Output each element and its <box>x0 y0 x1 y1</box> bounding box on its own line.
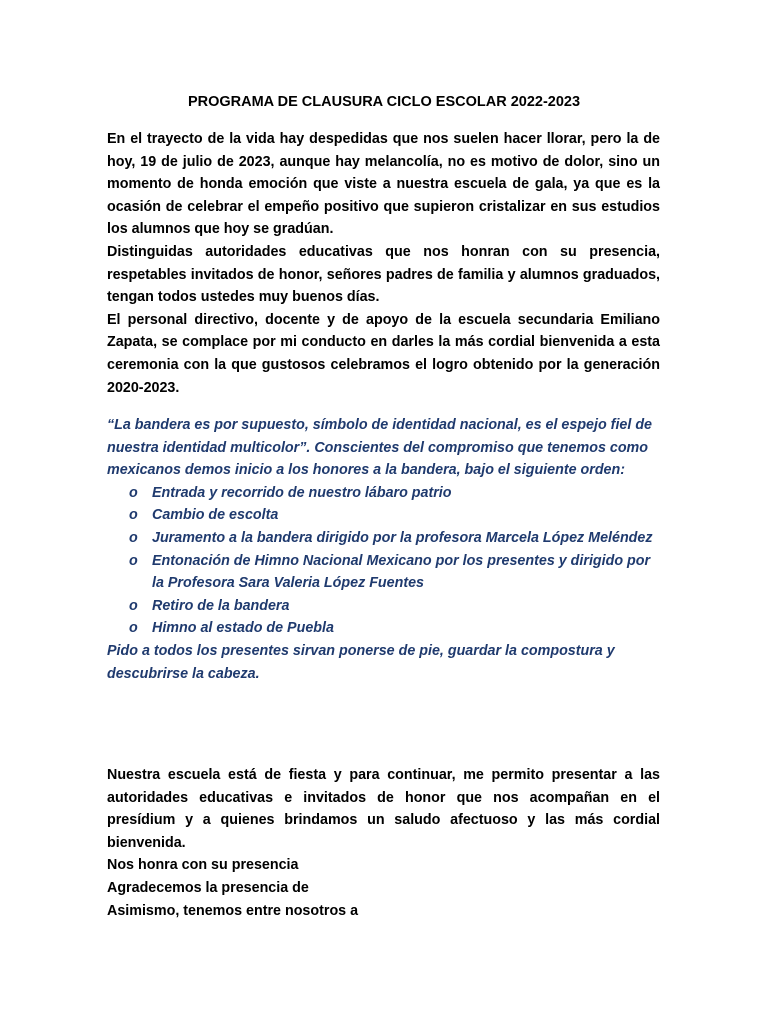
bullet-icon: o <box>129 484 138 501</box>
list-item <box>107 550 660 595</box>
honors-order-list <box>107 482 660 640</box>
list-item-text: Entrada y recorrido de nuestro lábaro patrio <box>152 484 452 501</box>
honors-section <box>107 414 660 685</box>
closing-line: Agradecemos la presencia de <box>107 879 309 896</box>
intro-paragraph: El personal directivo, docente y de apoyo de la escuela secundaria Emiliano Zapata, se complace por mi conducto en darles la más cordial bienvenida a esta ceremonia con la que gustosos celebramos el logro obtenido por la generación 2020-2023. <box>107 311 660 396</box>
list-item <box>107 504 660 527</box>
closing-line: Nos honra con su presencia <box>107 857 299 874</box>
list-item-text: Himno al estado de Puebla <box>152 620 334 637</box>
bullet-icon: o <box>129 552 138 569</box>
closing-section <box>107 764 660 922</box>
list-item-text: Entonación de Himno Nacional Mexicano por los presentes y dirigido por la Profesora Sara Valeria López Fuentes <box>152 552 651 592</box>
intro-section <box>107 128 660 399</box>
list-item <box>107 617 660 640</box>
bullet-icon: o <box>129 507 138 524</box>
list-item <box>107 482 660 505</box>
closing-paragraph: Nuestra escuela está de fiesta y para continuar, me permito presentar a las autoridades educativas e invitados de honor que nos acompañan en el presídium y a quienes brindamos un saludo afectuoso y las más cordial bienvenida. <box>107 767 660 851</box>
bullet-icon: o <box>129 597 138 614</box>
list-item <box>107 527 660 550</box>
closing-line: Asimismo, tenemos entre nosotros a <box>107 902 359 919</box>
intro-paragraph: En el trayecto de la vida hay despedidas que nos suelen hacer llorar, pero la de hoy, 19 de julio de 2023, aunque hay melancolía, no es motivo de dolor, sino un momento de honda emoción que viste a nuestra escuela de gala, ya que es la ocasión de celebrar el empeño positivo que supieron cristalizar en sus estudios los alumnos que hoy se gradúan. <box>107 131 660 238</box>
list-item-text: Cambio de escolta <box>152 507 279 524</box>
list-item-text: Juramento a la bandera dirigido por la profesora Marcela López Meléndez <box>152 529 653 546</box>
honors-closing: Pido a todos los presentes sirvan ponerse de pie, guardar la compostura y descubrirse la cabeza. <box>107 642 615 682</box>
document-title: PROGRAMA DE CLAUSURA CICLO ESCOLAR 2022-2023 <box>187 94 581 110</box>
bullet-icon: o <box>129 620 138 637</box>
list-item <box>107 595 660 618</box>
bullet-icon: o <box>129 529 138 546</box>
list-item-text: Retiro de la bandera <box>152 597 290 614</box>
honors-quote-intro: “La bandera es por supuesto, símbolo de identidad nacional, es el espejo fiel de nuestra identidad multicolor”. Conscientes del compromiso que tenemos como mexicanos demos inicio a los honores a la bandera, bajo el siguiente orden: <box>107 417 652 479</box>
intro-paragraph: Distinguidas autoridades educativas que nos honran con su presencia, respetables invitados de honor, señores padres de familia y alumnos graduados, tengan todos ustedes muy buenos días. <box>107 243 660 306</box>
